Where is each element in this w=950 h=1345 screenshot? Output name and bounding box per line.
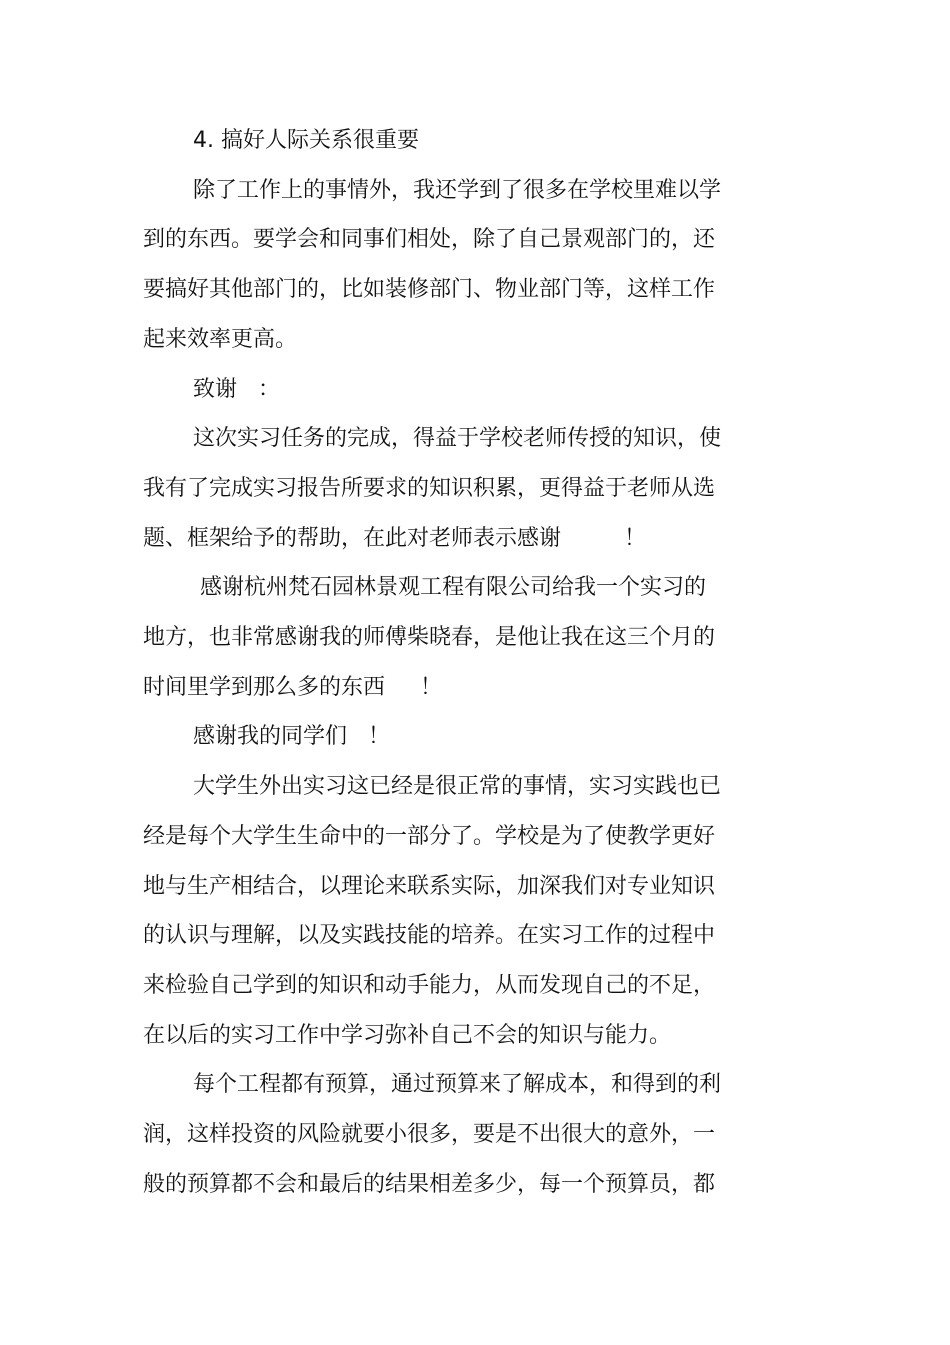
paragraph: [143, 712, 753, 762]
text-line: 润，这样投资的风险就要小很多，要是不出很大的意外，一: [143, 1122, 716, 1148]
text-line: 时间里学到那么多的东西 ！: [143, 674, 442, 700]
text-line: 般的预算都不会和最后的结果相差多少，每一个预算员，都: [143, 1171, 716, 1197]
text-line: 每个工程都有预算，通过预算来了解成本，和得到的利: [193, 1072, 722, 1098]
text-line: 的认识与理解，以及实践技能的培养。在实习工作的过程中: [143, 923, 716, 949]
text-line: 题、框架给予的帮助，在此对老师表示感谢 ！: [143, 525, 646, 551]
document-body: [143, 116, 753, 1209]
text-line: 地与生产相结合，以理论来联系实际，加深我们对专业知识: [143, 873, 716, 899]
text-line: 致谢 ：: [193, 376, 280, 402]
text-line: 来检验自己学到的知识和动手能力，从而发现自己的不足，: [143, 972, 716, 998]
text-line: 地方，也非常感谢我的师傅柴晓春，是他让我在这三个月的: [143, 625, 716, 651]
paragraph: [143, 414, 753, 563]
text-line: 4. 搞好人际关系很重要: [193, 128, 419, 153]
text-line: 除了工作上的事情外，我还学到了很多在学校里难以学: [193, 177, 722, 203]
text-line: 要搞好其他部门的，比如装修部门、物业部门等，这样工作: [143, 277, 716, 303]
text-line: 我有了完成实习报告所要求的知识积累，更得益于老师从选: [143, 475, 716, 501]
paragraph: [143, 563, 753, 712]
text-line: 在以后的实习工作中学习弥补自己不会的知识与能力。: [143, 1022, 672, 1048]
paragraph: [143, 762, 753, 1060]
text-line: 大学生外出实习这已经是很正常的事情，实习实践也已: [193, 774, 722, 800]
text-line: 感谢杭州梵石园林景观工程有限公司给我一个实习的: [193, 575, 706, 601]
text-line: 感谢我的同学们 ！: [193, 724, 390, 750]
text-line: 经是每个大学生生命中的一部分了。学校是为了使教学更好: [143, 823, 716, 849]
text-line: 起来效率更高。: [143, 326, 298, 352]
paragraph: [143, 116, 753, 166]
paragraph: [143, 166, 753, 365]
text-line: 这次实习任务的完成，得益于学校老师传授的知识，使: [193, 426, 722, 452]
paragraph: [143, 365, 753, 415]
text-line: 到的东西。要学会和同事们相处，除了自己景观部门的，还: [143, 227, 716, 253]
paragraph: [143, 1060, 753, 1209]
